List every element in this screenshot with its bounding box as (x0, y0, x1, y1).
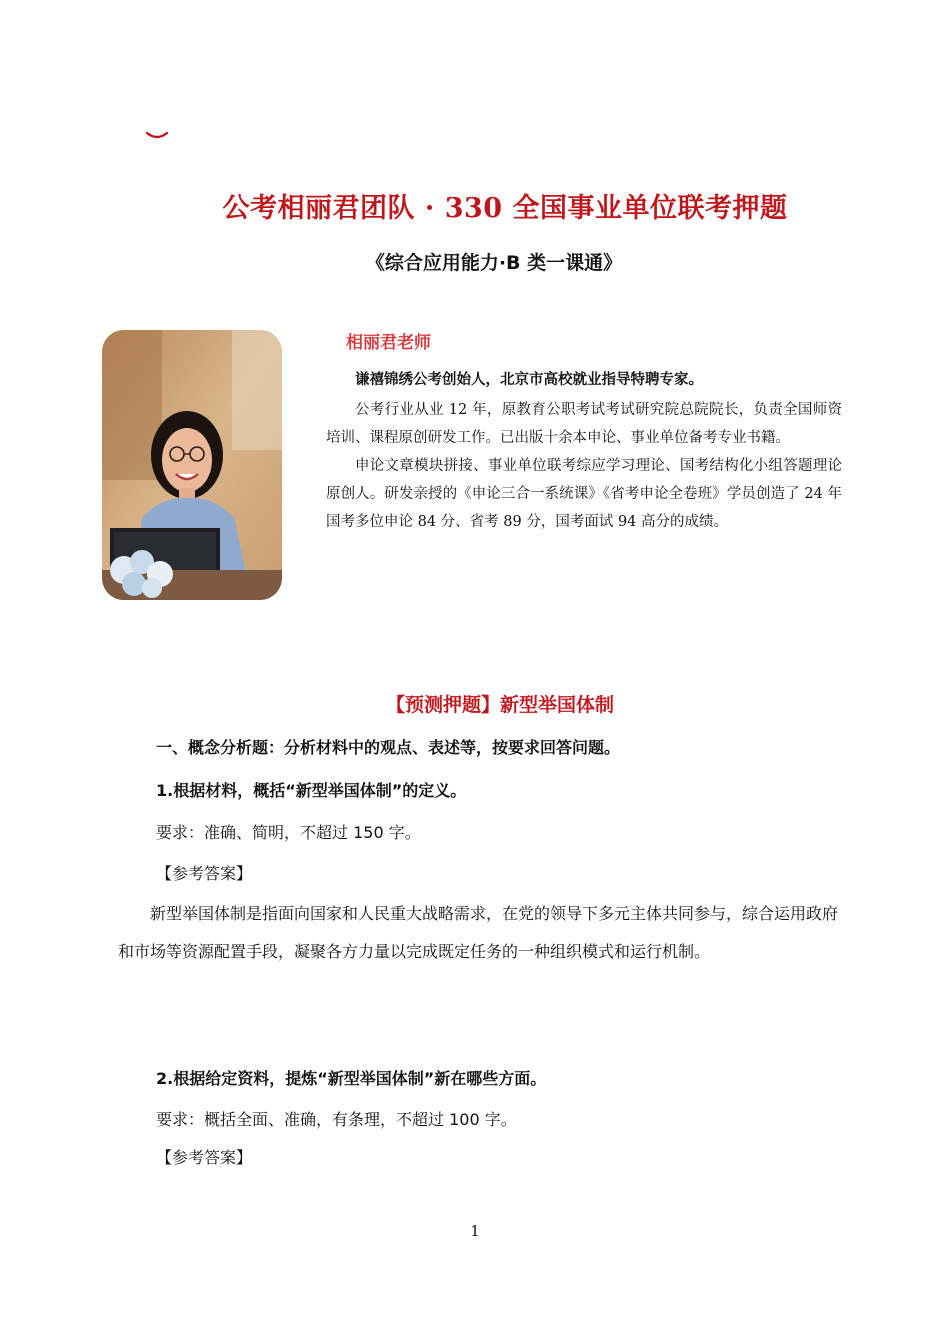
answer-label: 【参考答案】 (156, 1148, 253, 1167)
document-title: 公考相丽君团队 · 330 全国事业单位联考押题 (222, 193, 788, 224)
answer-text: 新型举国体制是指面向国家和人民重大战略需求，在党的领导下多元主体共同参与，综合运用政府和市场等资源配置手段，凝聚各方力量以完成既定任务的一种组织模式和运行机制。 (118, 904, 839, 961)
document-subtitle: 《综合应用能力·B 类一课通》 (365, 252, 623, 274)
bio-intro: 谦禧锦绣公考创始人，北京市高校就业指导特聘专家。 (355, 371, 703, 388)
part-heading: 一、概念分析题：分析材料中的观点、表述等，按要求回答问题。 (156, 738, 621, 757)
question-requirement: 要求：准确、简明，不超过 150 字。 (156, 823, 421, 842)
page-number: 1 (470, 1222, 480, 1240)
question-requirement: 要求：概括全面、准确，有条理，不超过 100 字。 (156, 1110, 517, 1129)
red-swoosh-icon (146, 131, 168, 141)
bio-paragraph: 公考行业从业 12 年，原教育公职考试考试研究院总院院长，负责全国师资培训、课程原创研发工作。已出版十余本申论、事业单位备考专业书籍。 (326, 402, 842, 446)
question-prompt: 1.根据材料，概括“新型举国体制”的定义。 (156, 781, 467, 800)
question-prompt: 2.根据给定资料，提炼“新型举国体制”新在哪些方面。 (156, 1069, 547, 1088)
section-title: 【预测押题】新型举国体制 (385, 694, 614, 716)
teacher-name: 相丽君老师 (346, 333, 431, 353)
bio-paragraph: 申论文章模块拼接、事业单位联考综应学习理论、国考结构化小组答题理论原创人。研发亲授的《申论三合一系统课》《省考申论全卷班》学员创造了 24 年国考多位申论 84 分、省考 89 分，国考面试 94 高分的成绩。 (326, 458, 842, 530)
teacher-bio (326, 366, 842, 536)
teacher-photo (102, 330, 282, 600)
answer-label: 【参考答案】 (156, 864, 253, 883)
